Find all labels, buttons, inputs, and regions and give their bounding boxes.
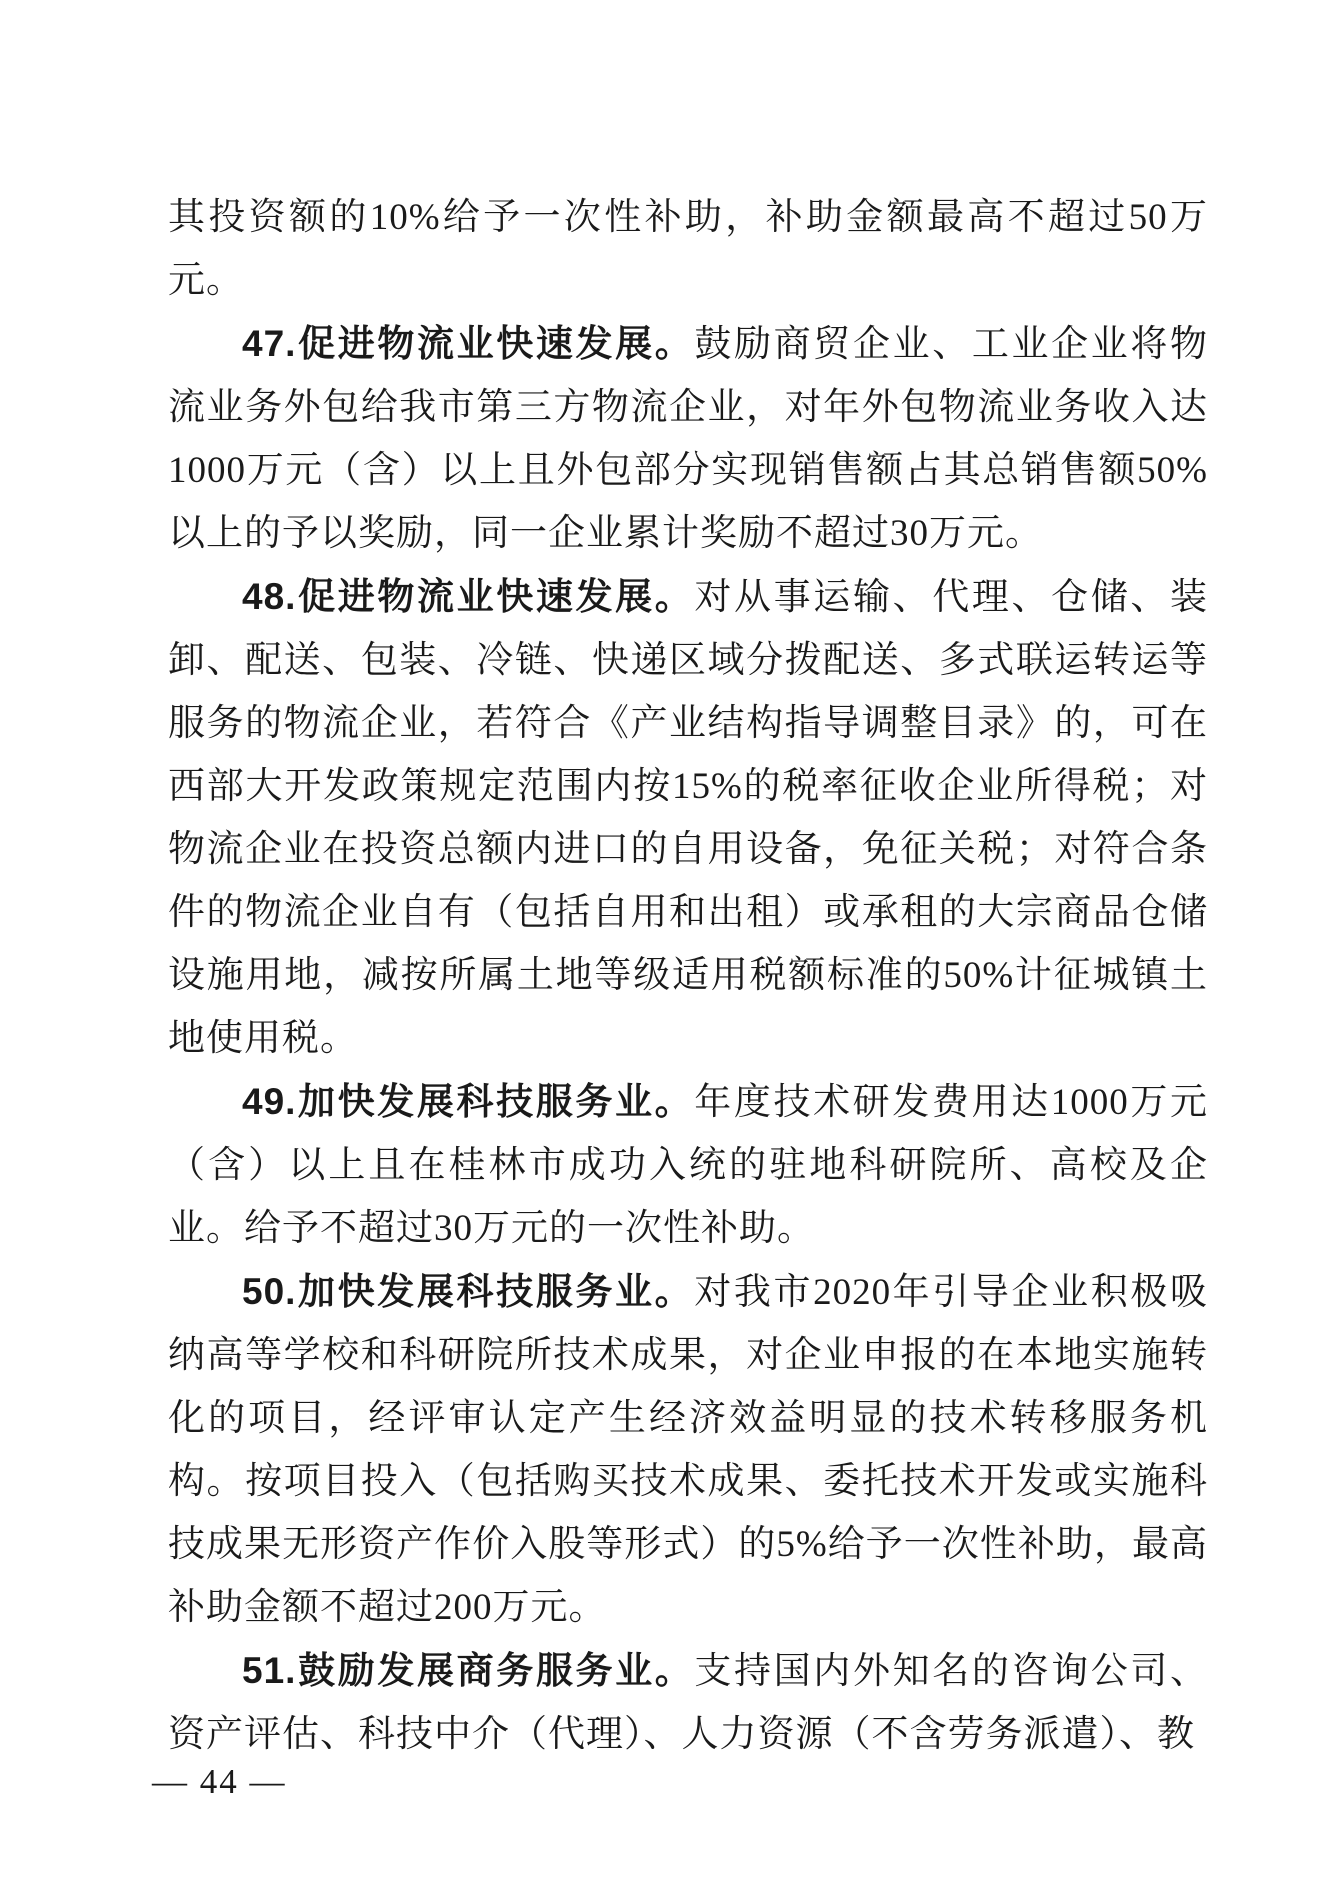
- paragraph-49: [168, 1070, 1208, 1260]
- paragraph-51: [168, 1639, 1208, 1766]
- document-body: [168, 186, 1208, 1766]
- paragraph-48: [168, 565, 1208, 1070]
- paragraph-46-continuation-text: 其投资额的10%给予一次性补助，补助金额最高不超过50万元。: [168, 197, 1208, 301]
- paragraph-50: [168, 1260, 1208, 1639]
- paragraph-46-continuation: [168, 186, 1208, 312]
- paragraph-47-text: 鼓励商贸企业、工业企业将物流业务外包给我市第三方物流企业，对年外包物流业务收入达1000万元（含）以上且外包部分实现销售额占其总销售额50%以上的予以奖励，同一企业累计奖励不超过30万元。: [168, 324, 1209, 554]
- paragraph-49-heading: 49.加快发展科技服务业。: [242, 1081, 695, 1122]
- paragraph-49-text: 年度技术研发费用达1000万元（含）以上且在桂林市成功入统的驻地科研院所、高校及企业。给予不超过30万元的一次性补助。: [168, 1082, 1208, 1249]
- paragraph-51-text: 支持国内外知名的咨询公司、资产评估、科技中介（代理）、人力资源（不含劳务派遣）、教: [168, 1651, 1209, 1755]
- paragraph-48-heading: 48.促进物流业快速发展。: [242, 576, 695, 617]
- paragraph-48-text: 对从事运输、代理、仓储、装卸、配送、包装、冷链、快递区域分拨配送、多式联运转运等服务的物流企业，若符合《产业结构指导调整目录》的，可在西部大开发政策规定范围内按15%的税率征收企业所得税；对物流企业在投资总额内进口的自用设备，免征关税；对符合条件的物流企业自有（包括自用和出租）或承租的大宗商品仓储设施用地，减按所属土地等级适用税额标准的50%计征城镇土地使用税。: [168, 577, 1209, 1059]
- paragraph-50-heading: 50.加快发展科技服务业。: [242, 1271, 695, 1312]
- page-number: — 44 —: [152, 1762, 287, 1801]
- paragraph-51-heading: 51.鼓励发展商务服务业。: [242, 1650, 695, 1691]
- paragraph-50-text: 对我市2020年引导企业积极吸纳高等学校和科研院所技术成果，对企业申报的在本地实施转化的项目，经评审认定产生经济效益明显的技术转移服务机构。按项目投入（包括购买技术成果、委托技术开发或实施科技成果无形资产作价入股等形式）的5%给予一次性补助，最高补助金额不超过200万元。: [168, 1272, 1208, 1628]
- paragraph-47-heading: 47.促进物流业快速发展。: [242, 323, 695, 364]
- paragraph-47: [168, 312, 1208, 565]
